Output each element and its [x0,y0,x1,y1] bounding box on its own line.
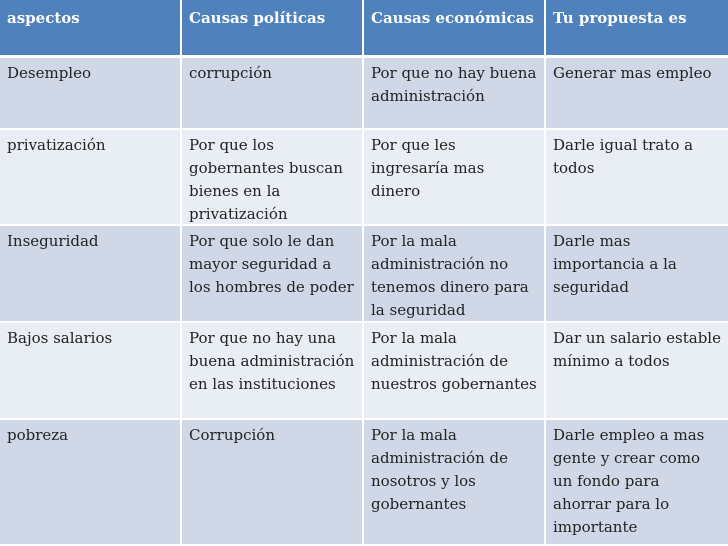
cell-causa-politica: Por que no hay una buena administración en las instituciones [182,323,364,420]
cell-causa-politica: Por que solo le dan mayor seguridad a los hombres de poder [182,226,364,323]
cell-causa-politica: corrupción [182,58,364,130]
cell-aspecto: Desempleo [0,58,182,130]
cell-propuesta: Generar mas empleo [546,58,728,130]
cell-causa-economica: Por que no hay buena administración [364,58,546,130]
cell-causa-economica: Por la mala administración no tenemos dinero para la seguridad [364,226,546,323]
cell-aspecto: Inseguridad [0,226,182,323]
header-aspectos: aspectos [0,0,182,58]
table-row-privatizacion [0,130,728,226]
cell-causa-politica: Por que los gobernantes buscan bienes en la privatización [182,130,364,226]
cell-causa-economica: Por la mala administración de nosotros y los gobernantes [364,420,546,546]
table-row-inseguridad [0,226,728,323]
table-row-desempleo [0,58,728,130]
header-causas-economicas: Causas económicas [364,0,546,58]
header-tu-propuesta: Tu propuesta es [546,0,728,58]
table-row-bajos-salarios [0,323,728,420]
cell-propuesta: Dar un salario estable mínimo a todos [546,323,728,420]
table-row-pobreza [0,420,728,546]
cell-aspecto: privatización [0,130,182,226]
cell-aspecto: pobreza [0,420,182,546]
cell-causa-economica: Por la mala administración de nuestros gobernantes [364,323,546,420]
cell-propuesta: Darle mas importancia a la seguridad [546,226,728,323]
cell-causa-politica: Corrupción [182,420,364,546]
header-causas-politicas: Causas políticas [182,0,364,58]
cell-causa-economica: Por que les ingresaría mas dinero [364,130,546,226]
cell-aspecto: Bajos salarios [0,323,182,420]
cell-propuesta: Darle igual trato a todos [546,130,728,226]
cell-propuesta: Darle empleo a mas gente y crear como un fondo para ahorrar para lo importante [546,420,728,546]
